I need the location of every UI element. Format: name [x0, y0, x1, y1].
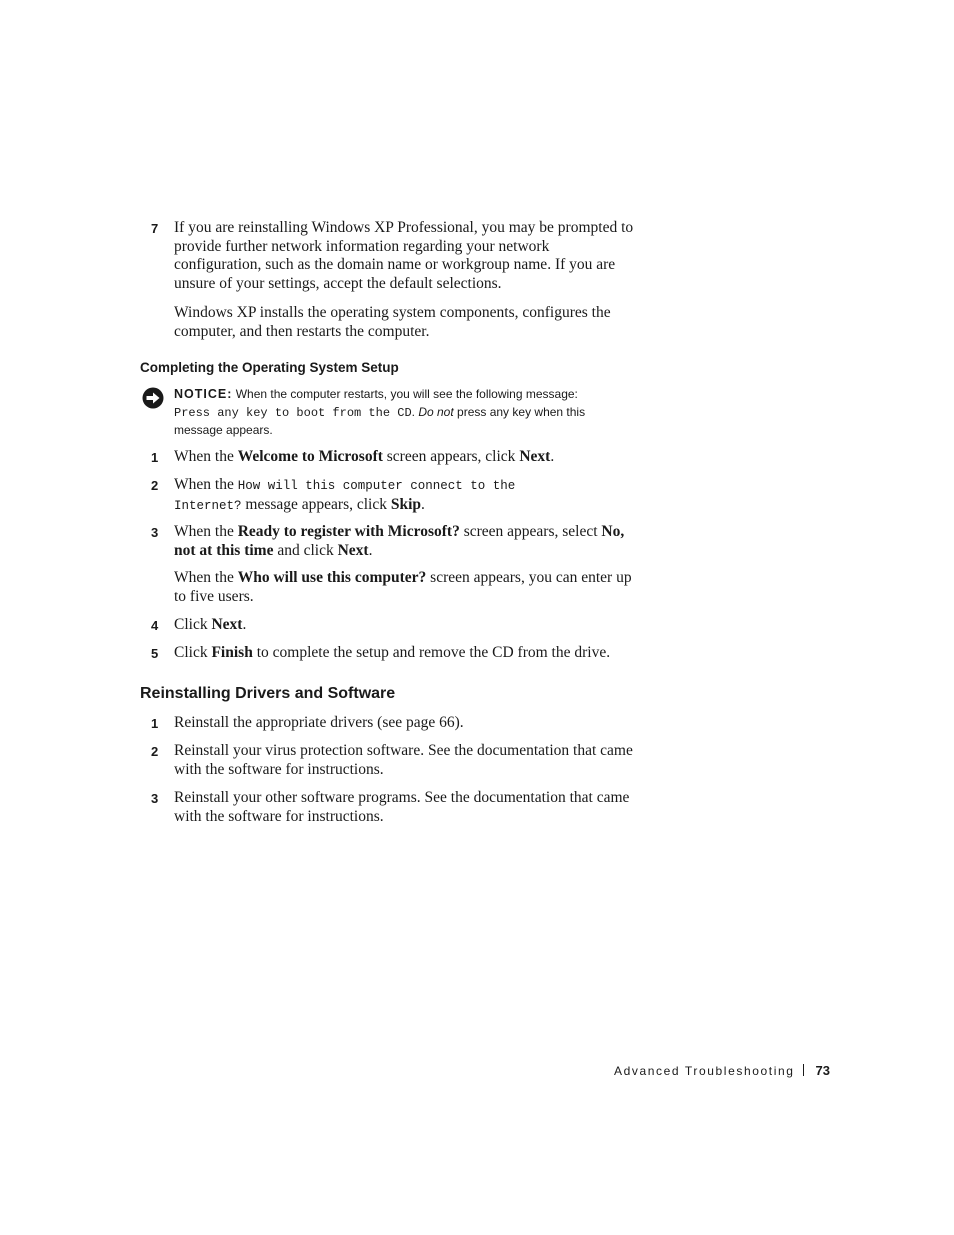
text: Click: [174, 644, 208, 661]
step-number: 3: [151, 525, 159, 540]
step-text: [174, 644, 654, 663]
text: When the: [174, 569, 234, 586]
step-7-followup: Windows XP installs the operating system components, configures the computer, and then restarts the computer.: [174, 304, 611, 340]
text: message appears, click: [245, 495, 387, 513]
subsection-heading-completing-setup: Completing the Operating System Setup: [140, 360, 399, 375]
step-number: 2: [151, 744, 159, 759]
step-text: [174, 476, 574, 515]
notice-arrow-icon: [142, 387, 164, 409]
bold-term: Finish: [211, 644, 253, 661]
text: to complete the setup and remove the CD from the drive.: [256, 644, 611, 661]
text: .: [368, 541, 373, 559]
text: When the: [174, 448, 234, 465]
bold-term: Next: [519, 448, 551, 465]
step-text: [174, 523, 634, 560]
step-number: 7: [151, 221, 159, 236]
step-number: 3: [151, 791, 159, 806]
text: When the: [174, 476, 234, 493]
page-footer: [560, 1062, 830, 1080]
text: screen appears, you can enter up to five users.: [174, 569, 632, 605]
notice-italic: Do not: [418, 404, 454, 419]
footer-divider: [803, 1064, 804, 1076]
code-text: How will this computer connect to the Internet?: [174, 479, 516, 513]
step-number: 5: [151, 646, 159, 661]
notice-text-2: press any key when this message appears.: [174, 404, 586, 437]
notice-box: [140, 386, 640, 442]
section-heading-reinstalling: Reinstalling Drivers and Software: [140, 685, 396, 702]
bold-term: Ready to register with Microsoft?: [237, 523, 460, 540]
step-number: 1: [151, 716, 159, 731]
bold-term: No, not at this time: [174, 523, 625, 559]
text: screen appears, click: [386, 448, 516, 465]
step-number: 1: [151, 450, 159, 465]
step-text: Reinstall your virus protection software. See the documentation that came with the software for instructions.: [174, 742, 633, 778]
page-number: 73: [815, 1063, 830, 1078]
text: screen appears, select: [463, 523, 598, 540]
step-text: Reinstall your other software programs. See the documentation that came with the software for instructions.: [174, 789, 630, 825]
step-text: [174, 448, 634, 467]
text: .: [242, 616, 247, 633]
text: .: [421, 495, 425, 513]
notice-text: [174, 386, 634, 440]
step-number: 2: [151, 478, 159, 493]
bold-term: Welcome to Microsoft: [237, 448, 383, 465]
text: and click: [277, 541, 334, 559]
notice-text-1: When the computer restarts, you will see the following message:: [235, 387, 578, 401]
notice-period: .: [411, 404, 415, 419]
bold-term: Who will use this computer?: [237, 569, 427, 586]
step-text: [174, 616, 634, 635]
bold-term: Next: [337, 541, 369, 559]
notice-label: NOTICE:: [174, 387, 233, 401]
setup-step-3-followup: [174, 569, 634, 606]
text: When the: [174, 523, 234, 540]
text: Click: [174, 616, 208, 633]
step-text: If you are reinstalling Windows XP Professional, you may be prompted to provide further network information regarding your network configuration, such as the domain name or workgroup name. If you are unsure of your settings, accept the default selections.: [174, 219, 634, 292]
text: .: [550, 448, 555, 465]
bold-term: Skip: [390, 495, 422, 513]
bold-term: Next: [211, 616, 243, 633]
footer-section-title: Advanced Troubleshooting: [614, 1064, 795, 1078]
notice-code: Press any key to boot from the CD: [174, 405, 412, 420]
step-text: Reinstall the appropriate drivers (see page 66).: [174, 714, 464, 731]
step-number: 4: [151, 618, 159, 633]
